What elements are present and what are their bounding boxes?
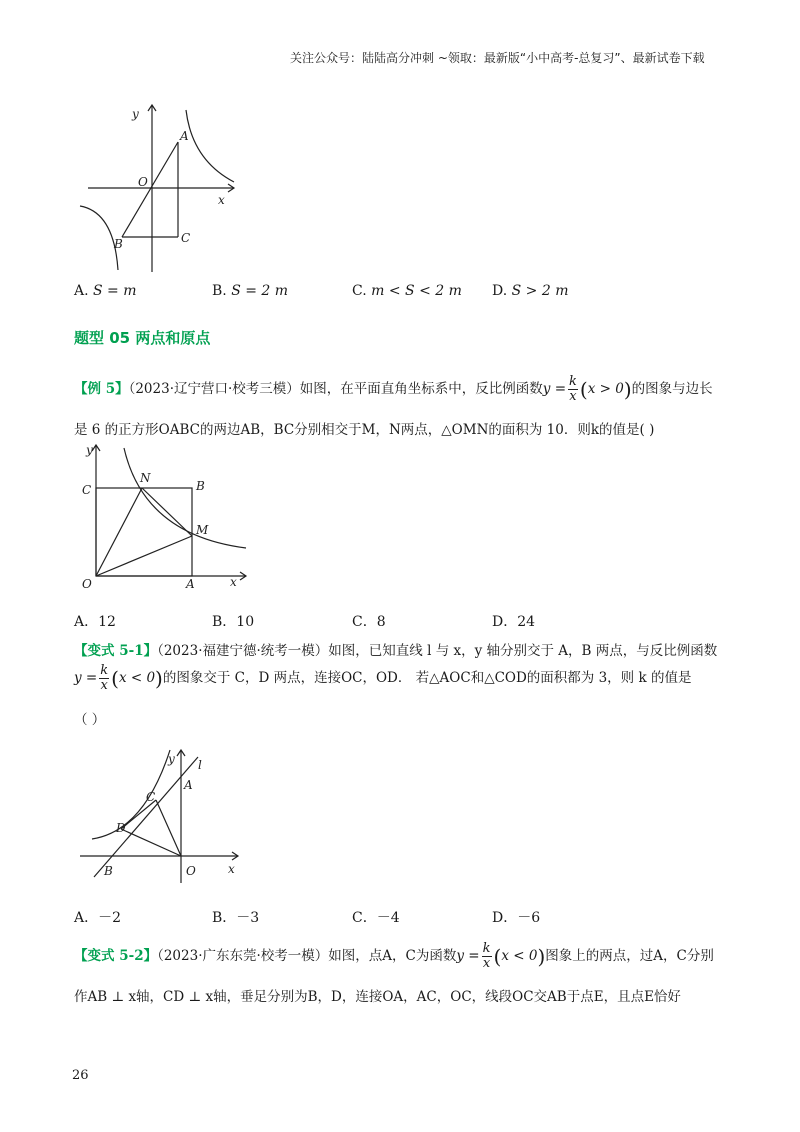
segment-ab xyxy=(122,142,178,237)
var51-option-d: D．－6 xyxy=(492,910,541,926)
page-number: 26 xyxy=(72,1068,89,1083)
page-header: 关注公众号：陆陆高分冲刺 ~领取：最新版“小中高考-总复习”、最新试卷下载 xyxy=(290,51,705,65)
hyperbola xyxy=(124,448,246,548)
label-o: O xyxy=(138,175,148,189)
ex5-option-c: C．8 xyxy=(352,614,386,630)
label-y: y xyxy=(86,443,93,457)
fraction: $\frac{k}{x}$ xyxy=(569,374,577,404)
segment-om xyxy=(96,536,192,576)
option-c: C. m < S < 2 m xyxy=(352,283,462,299)
var51-option-a: A．－2 xyxy=(74,910,122,926)
label-x: x xyxy=(228,862,235,876)
label-a: A xyxy=(180,129,189,143)
label-b: B xyxy=(196,479,205,493)
ex5-option-d: D．24 xyxy=(492,614,536,630)
label-m: M xyxy=(196,523,209,537)
label-o: O xyxy=(186,864,196,878)
square-oabc xyxy=(96,488,192,576)
line-l xyxy=(94,757,198,877)
label-o: O xyxy=(82,577,92,591)
fraction: $\frac{k}{x}$ xyxy=(100,663,109,693)
ex5-tag: 【例 5】 xyxy=(74,381,129,397)
ex5-line1: 【例 5】（2023·辽宁营口·校考三模）如图，在平面直角坐标系中，反比例函数y = $\frac{k}{x}$ (x > 0)的图象与边长 xyxy=(74,374,713,404)
option-b: B. S = 2 m xyxy=(212,283,289,299)
label-b: B xyxy=(114,237,123,251)
label-x: x xyxy=(230,575,237,589)
var51-line2: y = $\frac{k}{x}$ (x < 0)的图象交于 C，D 两点，连接OC，OD． 若△AOC和△COD的面积都为 3，则 k 的值是 xyxy=(74,663,692,693)
label-y: y xyxy=(132,107,139,121)
segment-on xyxy=(96,488,142,576)
label-a: A xyxy=(186,577,195,591)
var51-tag: 【变式 5-1】 xyxy=(74,643,158,659)
label-c: C xyxy=(146,790,156,804)
var52-line2: 作AB ⊥ x轴，CD ⊥ x轴，垂足分别为B，D，连接OA，AC，OC，线段OC交AB于点E，且点E恰好 xyxy=(74,989,681,1005)
label-c: C xyxy=(82,483,92,497)
hyperbola xyxy=(92,750,170,839)
figure-square-oabc xyxy=(74,440,254,592)
segment-nm xyxy=(142,488,192,536)
figure-hyperbola-abc xyxy=(74,100,244,275)
label-x: x xyxy=(218,193,225,207)
var52-tag: 【变式 5-2】 xyxy=(74,948,158,964)
figure-line-hyperbola xyxy=(74,745,249,885)
option-a: A. S = m xyxy=(74,283,137,299)
label-c: C xyxy=(181,231,191,245)
section-title: 题型 05 两点和原点 xyxy=(74,329,211,347)
label-n: N xyxy=(140,471,151,485)
var51-line3: （ ） xyxy=(74,712,106,728)
segment-oc xyxy=(156,800,181,856)
label-l: l xyxy=(198,758,202,772)
option-d: D. S > 2 m xyxy=(492,283,569,299)
var51-option-c: C．－4 xyxy=(352,910,400,926)
hyperbola-branch-right xyxy=(186,110,234,182)
segment-cd xyxy=(121,800,156,829)
ex5-line2: 是 6 的正方形OABC的两边AB，BC分别相交于M，N两点，△OMN的面积为 10．则k的值是( ) xyxy=(74,422,655,438)
fraction: $\frac{k}{x}$ xyxy=(482,941,491,971)
var51-line1: 【变式 5-1】（2023·福建宁德·统考一模）如图，已知直线 l 与 x，y 轴分别交于 A，B 两点，与反比例函数 xyxy=(74,643,718,659)
ex5-option-b: B．10 xyxy=(212,614,255,630)
label-y: y xyxy=(168,752,175,766)
label-a: A xyxy=(184,778,193,792)
label-b: B xyxy=(104,864,113,878)
hyperbola-branch-left xyxy=(80,206,118,270)
ex5-option-a: A．12 xyxy=(74,614,116,630)
var51-option-b: B．－3 xyxy=(212,910,260,926)
var52-line1: 【变式 5-2】（2023·广东东莞·校考一模）如图，点A，C为函数y = $\frac{k}{x}$ (x < 0)图象上的两点，过A，C分别 xyxy=(74,941,714,971)
segment-od xyxy=(121,829,181,856)
label-d: D xyxy=(116,821,126,835)
